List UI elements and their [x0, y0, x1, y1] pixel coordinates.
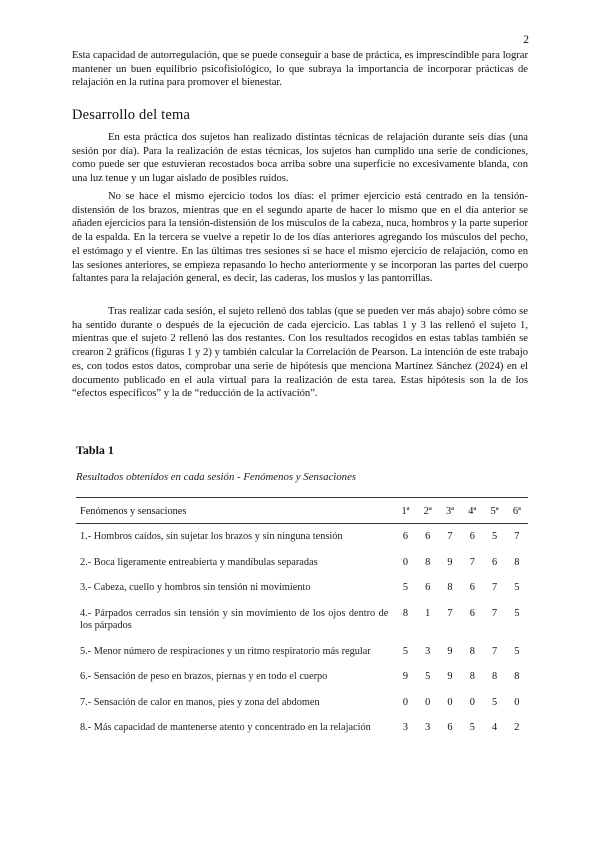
header-session-6: 6ª: [506, 498, 528, 524]
session-4-value: 8: [469, 671, 475, 682]
header-session-3: 3ª: [439, 498, 461, 524]
session-2-value: 6: [425, 531, 431, 542]
table-label: Tabla 1: [76, 443, 114, 457]
table-body: [76, 524, 528, 741]
table-header-row: [76, 498, 528, 524]
session-3-value: 7: [447, 607, 453, 619]
session-1-value: 9: [402, 671, 409, 682]
table-row: [76, 664, 528, 690]
session-5-value: 5: [491, 531, 498, 542]
header-session-4: 4ª: [461, 498, 483, 524]
row-description: 8.- Más capacidad de mantenerse atento y concentrado en la relajación: [80, 722, 371, 733]
paragraph-method: En esta práctica dos sujetos han realizado distintas técnicas de relajación durante seis días (una sesión por día). Para la realización de estas técnicas, los sujetos han cumplido una serie de condiciones, como puede ser que estuvieran recostados boca arriba sobre una superficie no excesivamente blanda, con una luz tenue y un lugar aislado de posibles ruidos.: [72, 132, 528, 185]
session-4-value: 0: [469, 696, 475, 708]
session-3-value: 0: [447, 696, 453, 708]
session-1-value: 0: [402, 556, 409, 568]
session-4-value: 6: [469, 582, 475, 593]
session-5-value: 7: [491, 607, 498, 619]
session-2-value: 3: [425, 722, 431, 733]
session-6-value: 5: [514, 645, 520, 657]
session-5-value: 7: [491, 645, 498, 657]
table-row: [76, 601, 528, 639]
row-description: 5.- Menor número de respiraciones y un ritmo respiratorio más regular: [80, 645, 371, 657]
session-4-value: 7: [469, 556, 475, 568]
row-description: 1.- Hombros caídos, sin sujetar los brazos y sin ninguna tensión: [80, 531, 343, 542]
session-6-value: 2: [514, 722, 520, 733]
table-row: [76, 690, 528, 716]
header-session-1: 1ª: [394, 498, 416, 524]
session-4-value: 8: [469, 645, 475, 657]
session-3-value: 6: [447, 722, 453, 733]
row-description: 4.- Párpados cerrados sin tensión y sin movimiento de los ojos dentro de los párpados: [80, 607, 389, 631]
session-2-value: 1: [425, 607, 431, 619]
row-description: 3.- Cabeza, cuello y hombros sin tensión ni movimiento: [80, 582, 311, 593]
paragraph-procedure: Tras realizar cada sesión, el sujeto rellenó dos tablas (que se pueden ver más abajo) sobre cómo se ha sentido durante o después de la ejecución de cada ejercicio. Las tablas 1 y 3 las rellenó el sujeto 1, mientras que el sujeto 2 rellenó las dos restantes. Con los resultados recogidos en estas tablas también se crearon 2 gráficos (figuras 1 y 2) y también calcular la Correlación de Pearson. La intención de este trabajo es, con todos estos datos, comprobar una serie de hipótesis que menciona Martínez Sánchez (2024) en el documento publicado en el aula virtual para la realización de esta tarea. Estas hipótesis son la de los “efectos específicos” y la de “reducción de la activación”.: [72, 306, 528, 400]
header-session-2: 2ª: [417, 498, 439, 524]
header-phenomena: Fenómenos y sensaciones: [76, 498, 394, 524]
table-row: [76, 639, 528, 665]
session-6-value: 8: [514, 556, 520, 568]
session-6-value: 5: [514, 607, 520, 619]
session-4-value: 5: [469, 722, 475, 733]
session-2-value: 3: [425, 645, 431, 657]
table-row: [76, 715, 528, 741]
session-2-value: 0: [425, 696, 431, 708]
intro-paragraph: Esta capacidad de autorregulación, que se puede conseguir a base de práctica, es imprescindible para lograr mantener un buen equilibrio psicofisiológico, lo que subraya la importancia de incorporar prácticas de relajación en la rutina para promover el bienestar.: [72, 50, 528, 89]
session-3-value: 7: [447, 531, 453, 542]
session-4-value: 6: [469, 531, 475, 542]
session-5-value: 7: [491, 582, 498, 593]
row-description: 6.- Sensación de peso en brazos, piernas y en todo el cuerpo: [80, 671, 328, 682]
session-1-value: 3: [402, 722, 409, 733]
row-description: 2.- Boca ligeramente entreabierta y mandíbulas separadas: [80, 556, 318, 568]
session-1-value: 6: [402, 531, 409, 542]
paragraph-exercises: No se hace el mismo ejercicio todos los días: el primer ejercicio está centrado en la tensión-distensión de los brazos, mientras que en el segundo aparte de hacer lo mismo que en el día anterior se añaden ejercicios para la tensión-distensión de los músculos de la cabeza, nuca, hombros y la parte superior de la espalda. En la tercera se vuelve a repetir lo de los días anteriores agregando los músculos del pecho, el estómago y el vientre. En las últimas tres sesiones si se hace el mismo ejercicio de relajación, como en las sesiones anteriores, se empieza repasando lo hecho anteriormente y se incorporan las partes del cuerpo faltantes para la relajación general, es decir, las caderas, los muslos y las pantorrillas.: [72, 191, 528, 285]
page-number: 2: [523, 34, 529, 46]
session-1-value: 5: [402, 582, 409, 593]
session-3-value: 9: [447, 671, 453, 682]
session-2-value: 6: [425, 582, 431, 593]
session-1-value: 0: [402, 696, 409, 708]
session-5-value: 5: [491, 696, 498, 708]
session-4-value: 6: [469, 607, 475, 619]
table-row: [76, 550, 528, 576]
session-6-value: 0: [514, 696, 520, 708]
session-5-value: 8: [491, 671, 498, 682]
session-2-value: 8: [425, 556, 431, 568]
session-3-value: 9: [447, 556, 453, 568]
table-caption: Resultados obtenidos en cada sesión - Fenómenos y Sensaciones: [76, 471, 357, 483]
session-3-value: 8: [447, 582, 453, 593]
session-6-value: 7: [514, 531, 520, 542]
session-2-value: 5: [425, 671, 431, 682]
results-table: [76, 497, 528, 741]
table-row: [76, 575, 528, 601]
session-1-value: 8: [402, 607, 409, 619]
table-row: [76, 524, 528, 550]
section-title: Desarrollo del tema: [72, 107, 191, 123]
session-5-value: 4: [491, 722, 498, 733]
session-1-value: 5: [402, 645, 409, 657]
session-6-value: 5: [514, 582, 520, 593]
session-3-value: 9: [447, 645, 453, 657]
header-session-5: 5ª: [483, 498, 505, 524]
row-description: 7.- Sensación de calor en manos, pies y zona del abdomen: [80, 696, 320, 708]
session-5-value: 6: [491, 556, 498, 568]
session-6-value: 8: [514, 671, 520, 682]
